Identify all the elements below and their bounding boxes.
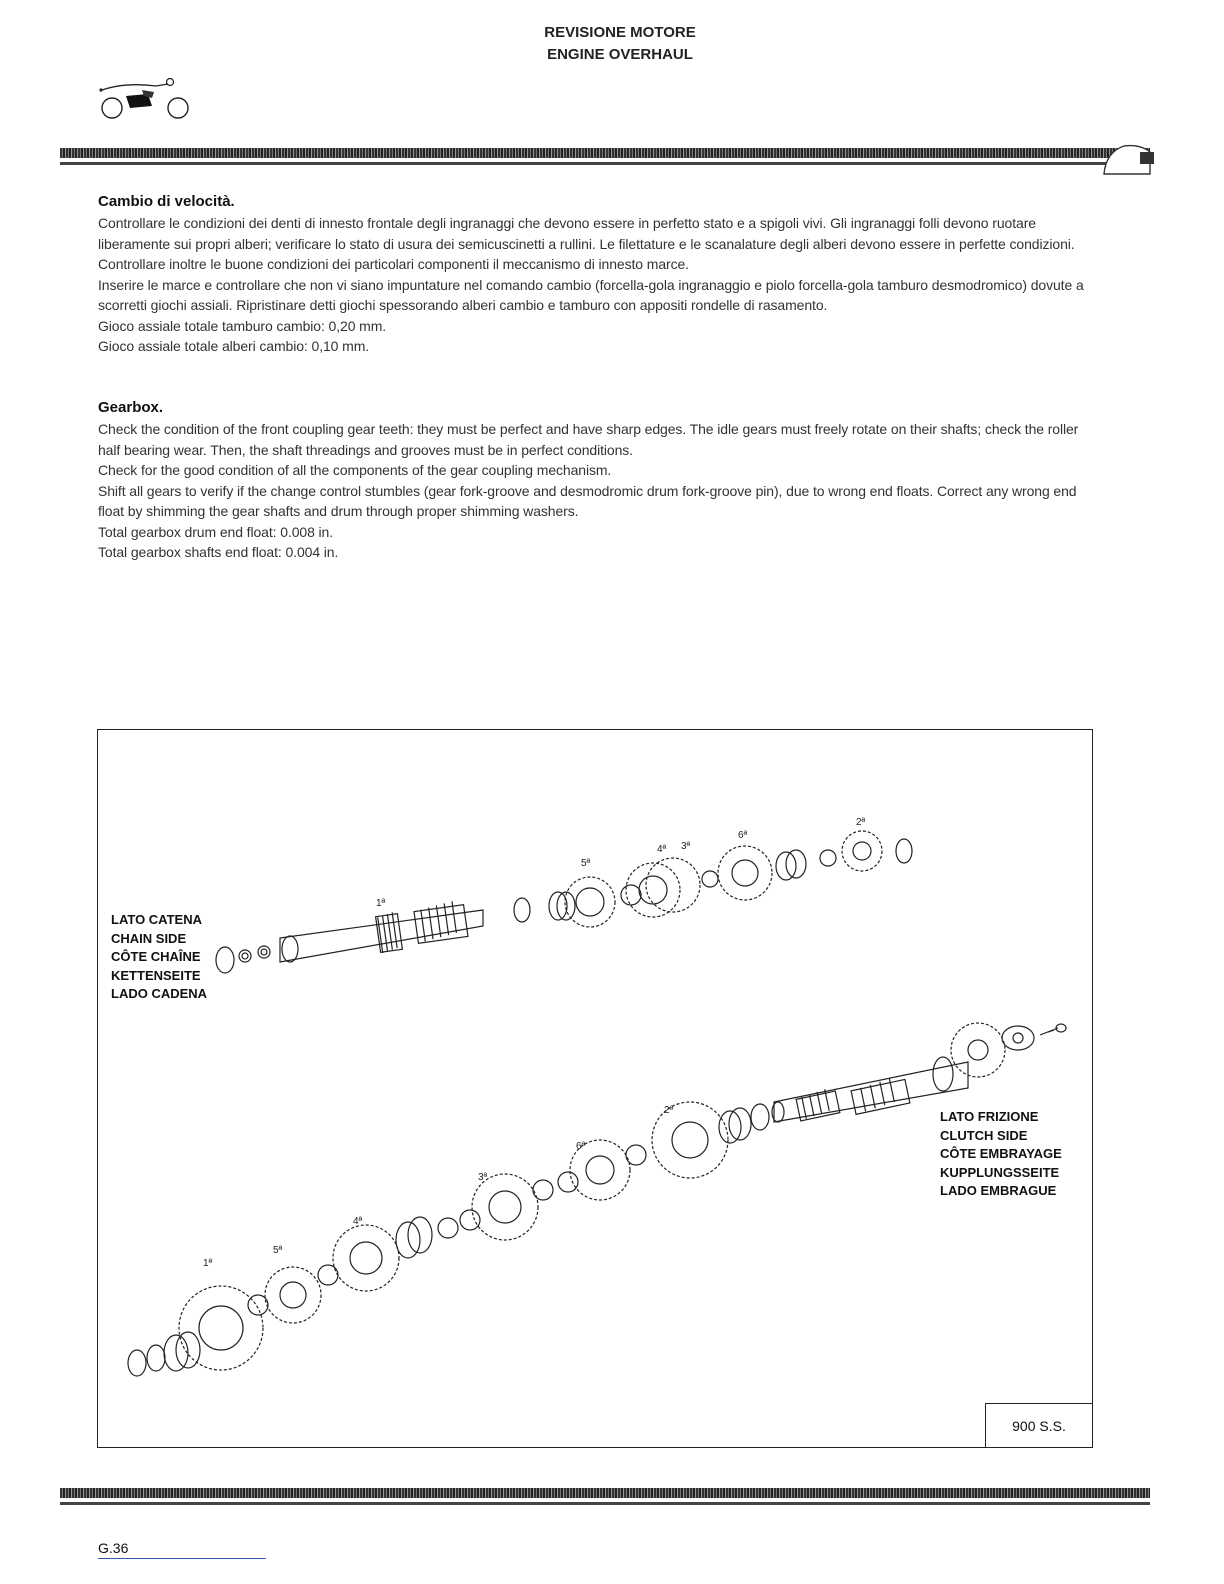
gear-label: 5ª [581, 858, 591, 869]
washer [933, 1057, 953, 1091]
washer [751, 1104, 769, 1130]
gearbox-exploded-diagram [97, 729, 1093, 1448]
section-title-it: Cambio di velocità. [98, 193, 235, 210]
washer [248, 1295, 268, 1315]
washer [216, 947, 234, 973]
paragraph: Controllare le condizioni dei denti di innesto frontale degli ingranaggi che devono essere in perfetto stato e a spigoli vivi. Gli ingranaggi folli devono ruotare liberamente sui propri alberi; verificare lo stato di usura dei semicuscinetti a rullini. Le filettature e le scanalature degli alberi devono essere in perfette condizioni. [98, 215, 1075, 252]
gear-6 [718, 846, 772, 900]
page-number-underline [98, 1558, 266, 1559]
page-tab-corner [1100, 138, 1154, 178]
section-body-it [98, 213, 1098, 357]
secondary-shaft [774, 1062, 968, 1122]
gear-label: 2ª [856, 817, 866, 828]
gear-label: 5ª [273, 1245, 283, 1256]
gear-label: 4ª [657, 844, 667, 855]
paragraph: Gioco assiale totale alberi cambio: 0,10 mm. [98, 338, 370, 354]
gear-label: 6ª [738, 830, 748, 841]
gear-label: 6ª [576, 1141, 586, 1152]
washer [702, 871, 718, 887]
gear-shafts-drawing [98, 730, 1091, 1446]
bottom-rule [60, 1488, 1150, 1498]
bearing [549, 892, 567, 920]
splined-section [414, 905, 468, 944]
paragraph: Inserire le marce e controllare che non vi siano impuntature nel comando cambio (forcella-gola ingranaggio e piolo forcella-gola tamburo desmodromico) dovute a scorretti giochi assiali. Ripristinare detti giochi spessorando alberi cambio e tamburo con appositi rondelle di rasamento. [98, 276, 1084, 313]
washer [514, 898, 530, 922]
washer [128, 1350, 146, 1376]
washer [626, 1145, 646, 1165]
gear-label: 2ª [664, 1105, 674, 1116]
washer [621, 885, 641, 905]
model-badge: 900 S.S. [985, 1403, 1092, 1447]
gear-2 [842, 831, 882, 871]
gear-4 [333, 1225, 399, 1291]
washer [896, 839, 912, 863]
gear-label: 1ª [203, 1258, 213, 1269]
washer [318, 1265, 338, 1285]
header-title-en: ENGINE OVERHAUL [547, 46, 693, 63]
page-number: G.36 [98, 1540, 129, 1556]
gear-label: 4ª [353, 1216, 363, 1227]
paragraph: Total gearbox shafts end float: 0.004 in. [98, 544, 339, 560]
gear-3 [472, 1174, 538, 1240]
paragraph: Check the condition of the front coupling gear teeth: they must be perfect and have sharp edges. The idle gears must freely rotate on their shafts; check the roller half bearing wear. Then, the shaft threadings and grooves must be in perfect conditions. [98, 421, 1079, 458]
section-title-en: Gearbox. [98, 399, 164, 416]
washer [438, 1218, 458, 1238]
gear-5 [265, 1267, 321, 1323]
paragraph: Gioco assiale totale tamburo cambio: 0,20 mm. [98, 317, 387, 334]
washer [533, 1180, 553, 1200]
paragraph: Total gearbox drum end float: 0.008 in. [98, 523, 334, 540]
bolt [1040, 1028, 1058, 1035]
chain-side-label: LATO CATENA CHAIN SIDE CÔTE CHAÎNE KETTENSEITE LADO CADENA [111, 912, 208, 1001]
primary-shaft [280, 910, 483, 962]
paragraph: Shift all gears to verify if the change control stumbles (gear fork-groove and desmodromic drum fork-groove pin), due to wrong end floats. Correct any wrong end float by shimming the gear shafts and drum through proper shimming washers. [98, 482, 1077, 519]
gear-label: 1ª [376, 898, 386, 909]
gear-5 [565, 877, 615, 927]
top-rule [60, 148, 1150, 158]
paragraph: Controllare inoltre le buone condizioni dei particolari componenti il meccanismo di innesto marce. [98, 256, 689, 272]
washer [820, 850, 836, 866]
bottom-rule-thin [60, 1502, 1150, 1505]
washer [239, 950, 251, 962]
locking-plate [1002, 1026, 1034, 1050]
bearing [258, 946, 270, 958]
gear-label: 3ª [478, 1172, 488, 1183]
gear-4 [626, 863, 680, 917]
paragraph: Check for the good condition of all the components of the gear coupling mechanism. [98, 462, 612, 478]
section-body-en [98, 419, 1098, 563]
clutch-side-label: LATO FRIZIONE CLUTCH SIDE CÔTE EMBRAYAGE KUPPLUNGSSEITE LADO EMBRAGUE [940, 1109, 1062, 1198]
gear-label: 3ª [681, 841, 691, 852]
sprocket [951, 1023, 1005, 1077]
header-title-it: REVISIONE MOTORE [544, 24, 696, 41]
top-rule-thin [60, 162, 1150, 165]
motorcycle-icon [96, 74, 196, 122]
